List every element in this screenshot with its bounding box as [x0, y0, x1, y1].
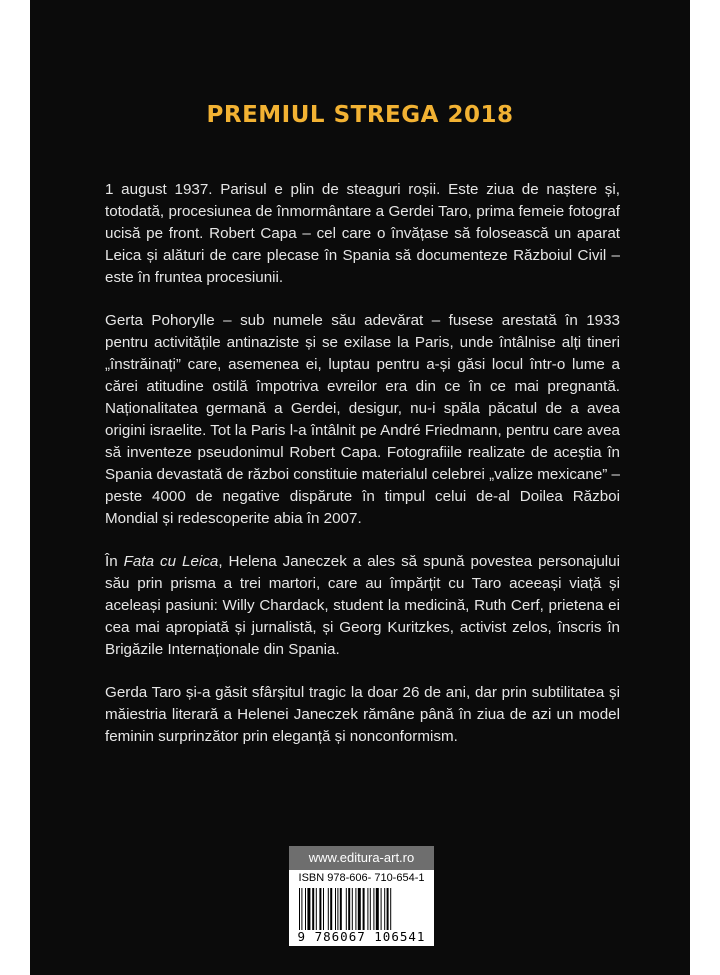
barcode-bar	[335, 888, 336, 930]
blurb-paragraph-4: Gerda Taro și-a găsit sfârșitul tragic la doar 26 de ani, dar prin subtilitatea și măiestria literară a Helenei Janeczek rămâne până în ziua de azi un model feminin surprinzător prin eleganță și nonconformism.	[105, 684, 620, 745]
barcode-bar	[312, 888, 314, 930]
barcode-bar	[307, 888, 310, 930]
barcode-bar	[373, 888, 374, 930]
isbn-label: ISBN 978-606- 710-654-1	[298, 872, 425, 884]
barcode-bar	[319, 888, 321, 930]
barcode-icon	[299, 888, 426, 930]
barcode-bar	[376, 888, 379, 930]
barcode-bar	[387, 888, 389, 930]
barcode-bar	[348, 888, 350, 930]
back-cover	[30, 0, 690, 975]
barcode-bar	[316, 888, 317, 930]
barcode-bar	[328, 888, 329, 930]
barcode-bar	[381, 888, 382, 930]
barcode-bar	[346, 888, 347, 930]
barcode-bar	[330, 888, 332, 930]
book-title: Fata cu Leica	[123, 553, 219, 570]
barcode-bar	[305, 888, 306, 930]
barcode-bar	[337, 888, 338, 930]
barcode-bar	[299, 888, 300, 930]
ean-digits: 9 786067 106541	[297, 929, 426, 944]
barcode-bar	[390, 888, 391, 930]
barcode-bar	[363, 888, 365, 930]
barcode-bar	[367, 888, 368, 930]
barcode-bar	[384, 888, 385, 930]
blurb-text	[105, 179, 620, 769]
barcode-bar	[355, 888, 356, 930]
publisher-website: www.editura-art.ro	[289, 846, 434, 870]
blurb-paragraph-3	[105, 551, 620, 661]
barcode-bar	[370, 888, 371, 930]
p3-lead: În	[105, 553, 124, 570]
barcode-bar	[358, 888, 361, 930]
award-title: PREMIUL STREGA 2018	[206, 102, 514, 128]
barcode-bar	[323, 888, 324, 930]
barcode-bar	[301, 888, 302, 930]
blurb-paragraph-2: Gerta Pohorylle – sub numele său adevărat – fusese arestată în 1933 pentru activitățile antinaziste și se exilase la Paris, unde întâlnise alți tineri „înstrăinați” care, asemenea ei, luptau pentru a-și găsi locul într-o lume a cărei atitudine ostilă împotriva evreilor era din ce în ce mai pregnantă. Naționalitatea germană a Gerdei, desigur, nu-i spăla păcatul de a avea origini israelite. Tot la Paris l-a întâlnit pe André Friedmann, pentru care avea să inventeze pseudonimul Robert Capa. Fotografiile realizate de aceștia în Spania devastată de război constituie materialul celebrei „valize mexicane” – peste 4000 de negative dispărute în timpul celui de-al Doilea Război Mondial și redescoperite abia în 2007.	[105, 312, 620, 527]
blurb-paragraph-1: 1 august 1937. Parisul e plin de steaguri roșii. Este ziua de naștere și, totodată, procesiunea de înmormântare a Gerdei Taro, prima femeie fotograf ucisă pe front. Robert Capa – cel care o învățase să folosească un aparat Leica și alături de care plecase în Spania să documenteze Războiul Civil – este în fruntea procesiunii.	[105, 181, 620, 286]
publisher-footer	[289, 846, 434, 946]
p3-rest: , Helena Janeczek a ales să spună povestea personajului său prin prisma a trei martori, care au împărțit cu Taro aceeași viață și aceleași pasiuni: Willy Chardack, student la medicină, Ruth Cerf, prietena ei cea mai apropiată și jurnalistă, și Georg Kuritzkes, activist zelos, înscris în Brigăzile Internaționale din Spania.	[105, 553, 620, 658]
barcode-bar	[352, 888, 353, 930]
barcode-box	[289, 870, 434, 946]
barcode-bar	[340, 888, 342, 930]
